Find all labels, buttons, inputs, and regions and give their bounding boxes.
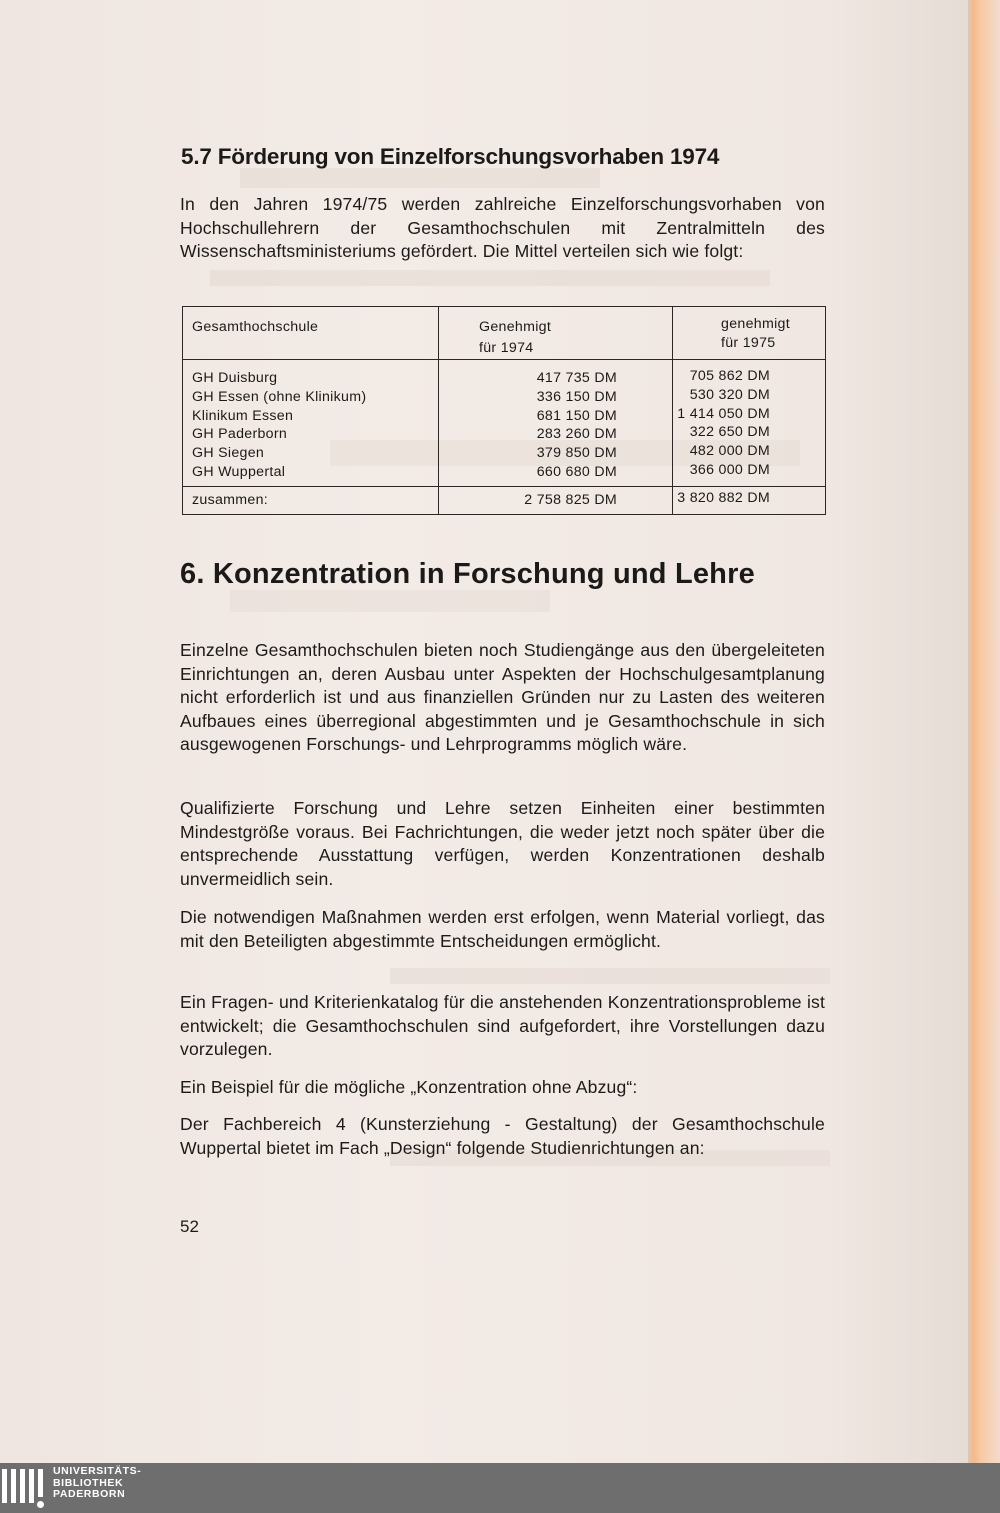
paragraph-6: Der Fachbereich 4 (Kunsterziehung - Gestaltung) der Gesamthochschule Wuppertal bietet im Fach „Design“ folgende Studienrichtungen an: bbox=[180, 1114, 825, 1158]
paragraph-4: Ein Fragen- und Kriterienkatalog für die anstehenden Konzentrationsprobleme ist entwickelt; die Gesamthochschulen sind aufgefordert, ihre Vorstellungen dazu vorzulegen. bbox=[180, 992, 825, 1060]
table-cell-1974: 660 680 DM bbox=[536, 463, 617, 480]
table-cell-name: GH Essen (ohne Klinikum) bbox=[192, 388, 367, 405]
header-gesamthochschule: Gesamthochschule bbox=[183, 307, 439, 360]
table-cell-1975: 1 414 050 DM bbox=[677, 405, 770, 422]
table-cell-1975: 530 320 DM bbox=[689, 386, 770, 403]
library-logo-icon bbox=[2, 1469, 46, 1509]
table-cell-1975: 322 650 DM bbox=[689, 424, 770, 441]
library-name bbox=[53, 1466, 141, 1501]
values-1975-column bbox=[673, 360, 826, 487]
table-cell-1974: 336 150 DM bbox=[536, 388, 617, 405]
page-edge bbox=[968, 0, 1000, 1463]
library-footer bbox=[0, 1463, 1000, 1513]
table-cell-name: GH Duisburg bbox=[192, 370, 278, 386]
bleed-through-shadow bbox=[240, 168, 600, 188]
bleed-through-shadow bbox=[230, 590, 550, 612]
table-cell-1974: 681 150 DM bbox=[536, 407, 617, 424]
section-heading-5-7: 5.7 Förderung von Einzelforschungsvorhaben 1974 bbox=[181, 144, 720, 169]
page-number: 52 bbox=[180, 1217, 199, 1236]
paragraph-2: Qualifizierte Forschung und Lehre setzen Einheiten einer bestimmten Mindestgröße voraus. Bei Fachrichtungen, die weder jetzt noch später über die entsprechende Ausstattung verfügen, werden Konzentrationen deshalb unvermeidlich sein. bbox=[180, 798, 825, 889]
section-heading-6: 6. Konzentration in Forschung und Lehre bbox=[180, 558, 755, 590]
table-cell-1975: 366 000 DM bbox=[689, 461, 770, 478]
section-5-7-intro: In den Jahren 1974/75 werden zahlreiche Einzelforschungsvorhaben von Hochschullehrern der Gesamthochschulen mit Zentralmitteln des Wissenschaftsministeriums gefördert. Die Mittel verteilen sich wie folgt: bbox=[180, 194, 825, 262]
table-cell-name: GH Paderborn bbox=[192, 426, 288, 443]
table-cell-name: GH Wuppertal bbox=[192, 463, 286, 480]
table-cell-1974: 379 850 DM bbox=[536, 445, 617, 462]
library-name-line: UNIVERSITÄTS- bbox=[53, 1465, 142, 1477]
library-name-line: PADERBORN bbox=[53, 1488, 126, 1500]
table-cell-1974: 417 735 DM bbox=[536, 370, 617, 386]
header-1974 bbox=[439, 307, 673, 360]
total-label: zusammen: bbox=[183, 486, 439, 514]
table-total-row bbox=[183, 486, 826, 514]
paragraph-5: Ein Beispiel für die mögliche „Konzentration ohne Abzug“: bbox=[180, 1077, 638, 1097]
table-cell-1975: 705 862 DM bbox=[689, 368, 770, 384]
bleed-through-shadow bbox=[390, 968, 830, 984]
paragraph-1: Einzelne Gesamthochschulen bieten noch Studiengänge aus den übergeleiteten Einrichtungen an, deren Ausbau unter Aspekten der Hochschulgesamtplanung nicht erforderlich ist und aus finanziellen Gründen nur zu Lasten des weiteren Aufbaues eines überregional abgestimmten und je Gesamthochschule in sich ausgewogenen Forschungs- und Lehrprogramms möglich wäre. bbox=[180, 640, 825, 755]
table-cell-name: GH Siegen bbox=[192, 445, 265, 462]
funding-table bbox=[182, 306, 826, 515]
table-cell-name: Klinikum Essen bbox=[192, 407, 294, 424]
paragraph-3: Die notwendigen Maßnahmen werden erst erfolgen, wenn Material vorliegt, das mit den Beteiligten abgestimmte Entscheidungen ermöglicht. bbox=[180, 907, 825, 951]
names-column bbox=[183, 360, 439, 487]
total-1974: 2 758 825 DM bbox=[439, 486, 673, 514]
header-1974-line1: Genehmigt bbox=[479, 319, 552, 335]
header-1975-line2: für 1975 bbox=[721, 335, 776, 351]
table-body-row bbox=[183, 360, 826, 487]
table-cell-1974: 283 260 DM bbox=[536, 426, 617, 443]
header-1975-line1: genehmigt bbox=[721, 316, 790, 332]
table-header-row bbox=[183, 307, 826, 360]
bleed-through-shadow bbox=[210, 270, 770, 286]
table-cell-1975: 482 000 DM bbox=[689, 443, 770, 460]
header-1974-line2: für 1974 bbox=[479, 340, 534, 356]
header-1975 bbox=[673, 307, 826, 360]
values-1974-column bbox=[439, 360, 673, 487]
total-1975: 3 820 882 DM bbox=[673, 486, 826, 514]
library-name-line: BIBLIOTHEK bbox=[53, 1476, 124, 1489]
